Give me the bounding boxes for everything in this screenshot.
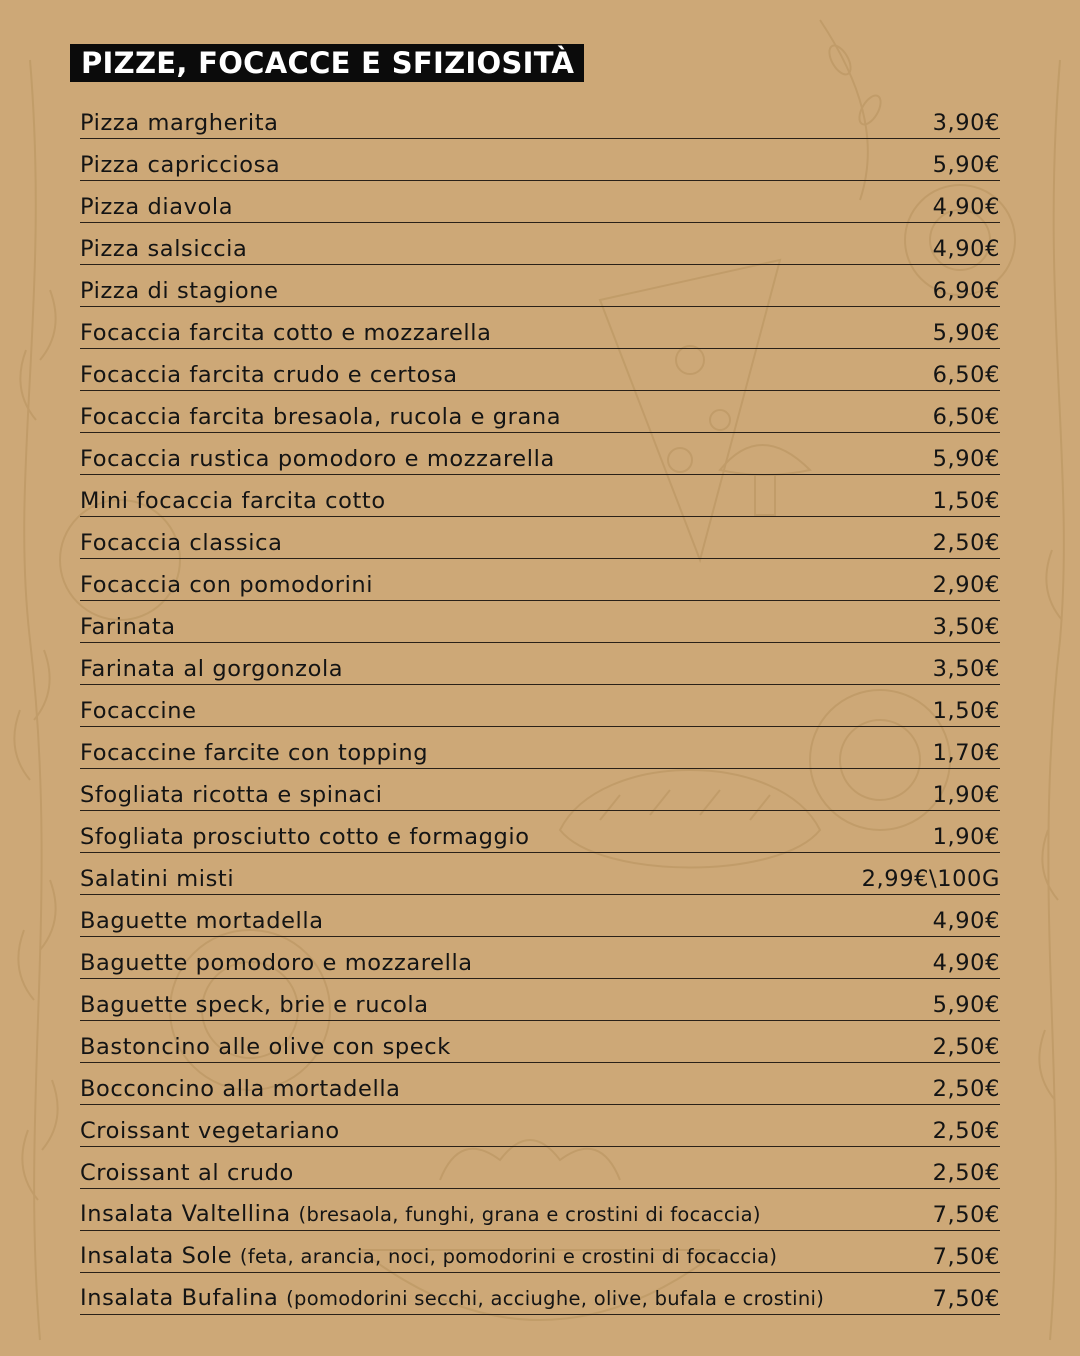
menu-item xyxy=(80,937,1000,979)
menu-item-price: 6,50€ xyxy=(932,362,1000,388)
menu-item xyxy=(80,1147,1000,1189)
menu-item xyxy=(80,811,1000,853)
menu-item xyxy=(80,139,1000,181)
menu-item-name: Bocconcino alla mortadella xyxy=(80,1076,401,1102)
menu-item-name: Croissant al crudo xyxy=(80,1160,294,1186)
menu-item-name: Insalata Valtellina xyxy=(80,1201,291,1227)
menu-item xyxy=(80,265,1000,307)
menu-item-name-wrapper xyxy=(80,908,324,936)
menu-item-name-wrapper xyxy=(80,656,343,684)
menu-item-price: 4,90€ xyxy=(932,908,1000,934)
menu-item-price: 2,50€ xyxy=(932,1034,1000,1060)
menu-item-name: Salatini misti xyxy=(80,866,235,892)
menu-item-price: 7,50€ xyxy=(932,1202,1000,1228)
menu-item-price: 5,90€ xyxy=(932,152,1000,178)
menu-item-name: Croissant vegetariano xyxy=(80,1118,340,1144)
menu-item-price: 3,50€ xyxy=(932,614,1000,640)
menu-item-name-wrapper xyxy=(80,824,530,852)
menu-item-name-wrapper xyxy=(80,1034,451,1062)
menu-item-price: 4,90€ xyxy=(932,236,1000,262)
menu-item-name: Mini focaccia farcita cotto xyxy=(80,488,386,514)
menu-item-price: 3,50€ xyxy=(932,656,1000,682)
menu-item-price: 4,90€ xyxy=(932,194,1000,220)
menu-item-name: Pizza margherita xyxy=(80,110,279,136)
menu-item-price: 2,90€ xyxy=(932,572,1000,598)
menu-item-price: 2,50€ xyxy=(932,1118,1000,1144)
menu-item-price: 1,50€ xyxy=(932,698,1000,724)
menu-item-name: Focaccia rustica pomodoro e mozzarella xyxy=(80,446,555,472)
menu-item-price: 6,50€ xyxy=(932,404,1000,430)
menu-item-name: Baguette mortadella xyxy=(80,908,324,934)
menu-item-price: 6,90€ xyxy=(932,278,1000,304)
menu-item-price: 7,50€ xyxy=(932,1286,1000,1312)
menu-item-price: 5,90€ xyxy=(932,446,1000,472)
menu-item-name: Sfogliata ricotta e spinaci xyxy=(80,782,383,808)
menu-item xyxy=(80,391,1000,433)
menu-item-name: Bastoncino alle olive con speck xyxy=(80,1034,451,1060)
menu-title: PIZZE, FOCACCE E SFIZIOSITÀ xyxy=(70,44,584,82)
menu-item-name-wrapper xyxy=(80,698,197,726)
menu-item-name: Focaccia farcita crudo e certosa xyxy=(80,362,458,388)
menu-item-name: Baguette speck, brie e rucola xyxy=(80,992,429,1018)
menu-list xyxy=(80,97,1000,1315)
menu-item-name-wrapper xyxy=(80,740,428,768)
menu-item xyxy=(80,559,1000,601)
menu-item-name-wrapper xyxy=(80,404,561,432)
menu-item-name-wrapper xyxy=(80,992,429,1020)
menu-item xyxy=(80,223,1000,265)
menu-item-price: 4,90€ xyxy=(932,950,1000,976)
menu-item-price: 1,90€ xyxy=(932,782,1000,808)
menu-item-name: Focaccine farcite con topping xyxy=(80,740,429,766)
menu-item xyxy=(80,895,1000,937)
spacer xyxy=(278,1285,286,1311)
menu-item-name-wrapper xyxy=(80,194,233,222)
menu-item xyxy=(80,1273,1000,1315)
menu-item xyxy=(80,307,1000,349)
menu-item-name-wrapper xyxy=(80,236,247,264)
menu-item-name-wrapper xyxy=(80,614,176,642)
menu-item xyxy=(80,1063,1000,1105)
menu-item-name-wrapper xyxy=(80,152,280,180)
menu-item-name-wrapper xyxy=(80,866,234,894)
menu-item-name: Pizza capricciosa xyxy=(80,152,281,178)
menu-item xyxy=(80,1021,1000,1063)
spacer xyxy=(232,1243,240,1269)
menu-item-name: Focaccia classica xyxy=(80,530,283,556)
menu-item-description: (bresaola, funghi, grana e crostini di focaccia) xyxy=(298,1203,761,1226)
menu-item xyxy=(80,727,1000,769)
menu-item-price: 5,90€ xyxy=(932,320,1000,346)
menu-item-price: 2,50€ xyxy=(932,530,1000,556)
spacer xyxy=(291,1201,299,1227)
menu-item-name: Insalata Sole xyxy=(80,1243,233,1269)
menu-item-name: Pizza salsiccia xyxy=(80,236,248,262)
menu-item-price: 2,99€\100G xyxy=(861,866,1000,892)
menu-item xyxy=(80,769,1000,811)
menu-item-name-wrapper xyxy=(80,488,386,516)
menu-item xyxy=(80,685,1000,727)
menu-item-name: Farinata al gorgonzola xyxy=(80,656,344,682)
menu-item-name-wrapper xyxy=(80,362,458,390)
menu-item-name: Farinata xyxy=(80,614,176,640)
menu-item-price: 2,50€ xyxy=(932,1160,1000,1186)
menu-item xyxy=(80,349,1000,391)
menu-item-name-wrapper xyxy=(80,530,282,558)
menu-item-price: 3,90€ xyxy=(932,110,1000,136)
menu-item xyxy=(80,601,1000,643)
menu-item-name-wrapper xyxy=(80,782,383,810)
menu-item-name: Sfogliata prosciutto cotto e formaggio xyxy=(80,824,530,850)
menu-item xyxy=(80,1189,1000,1231)
menu-item xyxy=(80,433,1000,475)
menu-item xyxy=(80,1231,1000,1273)
menu-item xyxy=(80,643,1000,685)
menu-item-price: 1,70€ xyxy=(932,740,1000,766)
menu-item-name-wrapper xyxy=(80,950,473,978)
menu-item-name-wrapper xyxy=(80,1076,401,1104)
menu-item-name: Focaccia farcita cotto e mozzarella xyxy=(80,320,492,346)
menu-item-name-wrapper xyxy=(80,1285,824,1314)
menu-item-name: Pizza diavola xyxy=(80,194,234,220)
menu-item xyxy=(80,853,1000,895)
menu-item xyxy=(80,475,1000,517)
menu-item xyxy=(80,181,1000,223)
menu-item-name-wrapper xyxy=(80,1201,761,1230)
menu-item-name-wrapper xyxy=(80,1243,777,1272)
menu-item xyxy=(80,979,1000,1021)
menu-item-name-wrapper xyxy=(80,572,373,600)
menu-item-name: Focaccia con pomodorini xyxy=(80,572,374,598)
menu-item-name: Focaccine xyxy=(80,698,197,724)
menu-item-price: 1,90€ xyxy=(932,824,1000,850)
menu-item-price: 2,50€ xyxy=(932,1076,1000,1102)
menu-item-price: 5,90€ xyxy=(932,992,1000,1018)
menu-item-description: (feta, arancia, noci, pomodorini e crostini di focaccia) xyxy=(239,1245,778,1268)
menu-item-name-wrapper xyxy=(80,446,555,474)
menu-item-price: 1,50€ xyxy=(932,488,1000,514)
menu-item xyxy=(80,97,1000,139)
menu-item-description: (pomodorini secchi, acciughe, olive, bufala e crostini) xyxy=(286,1287,825,1310)
menu-item-name: Insalata Bufalina xyxy=(80,1285,279,1311)
menu-item xyxy=(80,517,1000,559)
menu-item xyxy=(80,1105,1000,1147)
menu-item-name: Pizza di stagione xyxy=(80,278,279,304)
menu-item-name-wrapper xyxy=(80,1160,294,1188)
menu-item-name-wrapper xyxy=(80,1118,340,1146)
menu-item-name-wrapper xyxy=(80,278,279,306)
menu-item-name-wrapper xyxy=(80,320,492,348)
menu-item-name-wrapper xyxy=(80,110,279,138)
menu-item-name: Focaccia farcita bresaola, rucola e grana xyxy=(80,404,562,430)
menu-item-name: Baguette pomodoro e mozzarella xyxy=(80,950,473,976)
menu-item-price: 7,50€ xyxy=(932,1244,1000,1270)
